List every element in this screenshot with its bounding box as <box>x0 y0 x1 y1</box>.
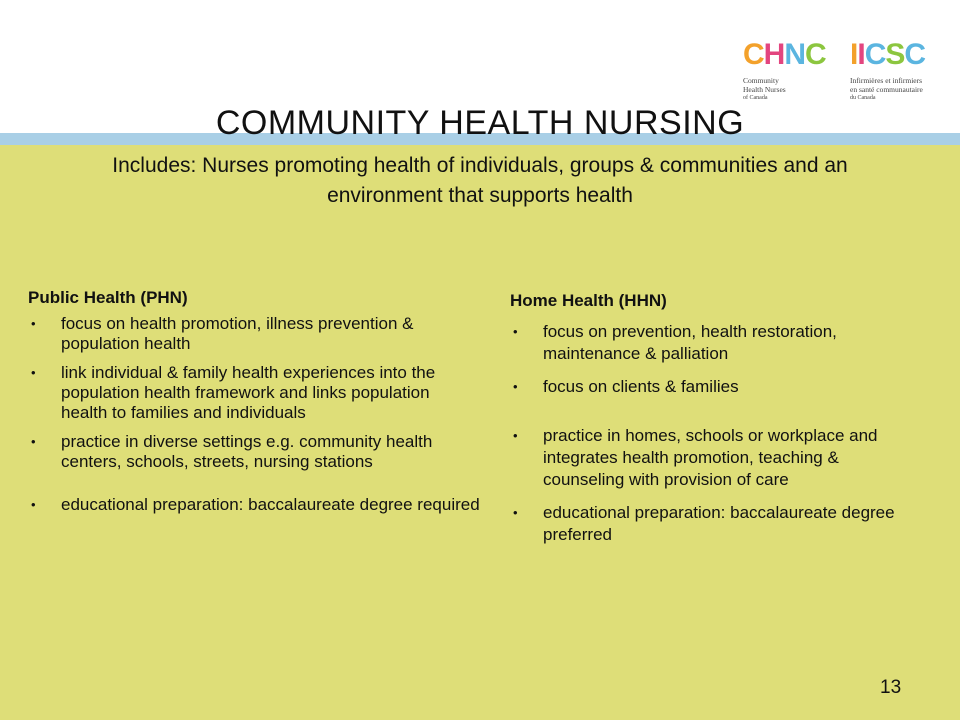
list-item-text: focus on prevention, health restoration, maintenance & palliation <box>543 322 837 363</box>
iicsc-logo-line: Infirmières et infirmiers <box>850 76 923 85</box>
chnc-logo-letter: C <box>805 38 826 71</box>
chnc-logo-line: Community <box>743 76 779 85</box>
chnc-logo <box>743 40 838 103</box>
chnc-logo-text <box>743 76 838 103</box>
chnc-logo-mark <box>743 40 838 70</box>
slide-subtitle: Includes: Nurses promoting health of individuals, groups & communities and an environment that supports health <box>112 154 848 207</box>
column-heading: Public Health (PHN) <box>28 288 188 307</box>
iicsc-logo-text <box>850 76 950 103</box>
bullet-icon: • <box>31 365 36 380</box>
list-item <box>28 314 480 354</box>
chnc-logo-letter: H <box>763 38 785 71</box>
bullet-icon: • <box>513 379 518 394</box>
list-item-text: focus on health promotion, illness prevention & population health <box>61 314 414 353</box>
slide-title: COMMUNITY HEALTH NURSING <box>215 104 745 142</box>
list-item <box>28 432 480 472</box>
list-item-text: educational preparation: baccalaureate degree required <box>61 495 480 514</box>
chnc-logo-line: Health Nurses <box>743 85 786 94</box>
iicsc-logo-letter: I <box>857 38 865 71</box>
chnc-logo-line: of Canada <box>743 95 768 101</box>
list-item <box>510 321 915 365</box>
list-item-text: focus on clients & families <box>543 377 739 396</box>
list-item <box>28 363 480 423</box>
bullet-icon: • <box>513 324 518 339</box>
iicsc-logo-mark <box>850 40 950 70</box>
iicsc-logo-letter: I <box>850 38 858 71</box>
page-number: 13 <box>880 677 902 698</box>
list-item <box>510 376 915 398</box>
list-item <box>510 502 915 546</box>
home-health-column <box>510 288 915 557</box>
iicsc-logo <box>850 40 950 103</box>
list-item-text: practice in homes, schools or workplace and integrates health promotion, teaching & counseling with provision of care <box>543 426 878 489</box>
iicsc-logo-letter: C <box>864 38 886 71</box>
iicsc-logo-line: du Canada <box>850 95 876 101</box>
bullet-icon: • <box>31 434 36 449</box>
column-heading: Home Health (HHN) <box>510 291 667 310</box>
iicsc-logo-letter: C <box>904 38 926 71</box>
bullet-icon: • <box>513 505 518 520</box>
iicsc-logo-line: en santé communautaire <box>850 85 923 94</box>
bullet-list <box>28 314 480 515</box>
list-item-text: educational preparation: baccalaureate degree preferred <box>543 503 895 544</box>
bullet-list <box>510 321 915 546</box>
list-item-text: practice in diverse settings e.g. community health centers, schools, streets, nursing stations <box>61 432 433 471</box>
chnc-logo-letter: N <box>784 38 806 71</box>
chnc-logo-letter: C <box>743 38 764 71</box>
bullet-icon: • <box>31 316 36 331</box>
list-item <box>28 495 480 515</box>
public-health-column <box>28 288 480 524</box>
list-item <box>510 425 915 491</box>
bullet-icon: • <box>31 497 36 512</box>
bullet-icon: • <box>513 428 518 443</box>
list-item-text: link individual & family health experiences into the population health framework and links population health to families and individuals <box>61 363 436 422</box>
iicsc-logo-letter: S <box>885 38 905 71</box>
